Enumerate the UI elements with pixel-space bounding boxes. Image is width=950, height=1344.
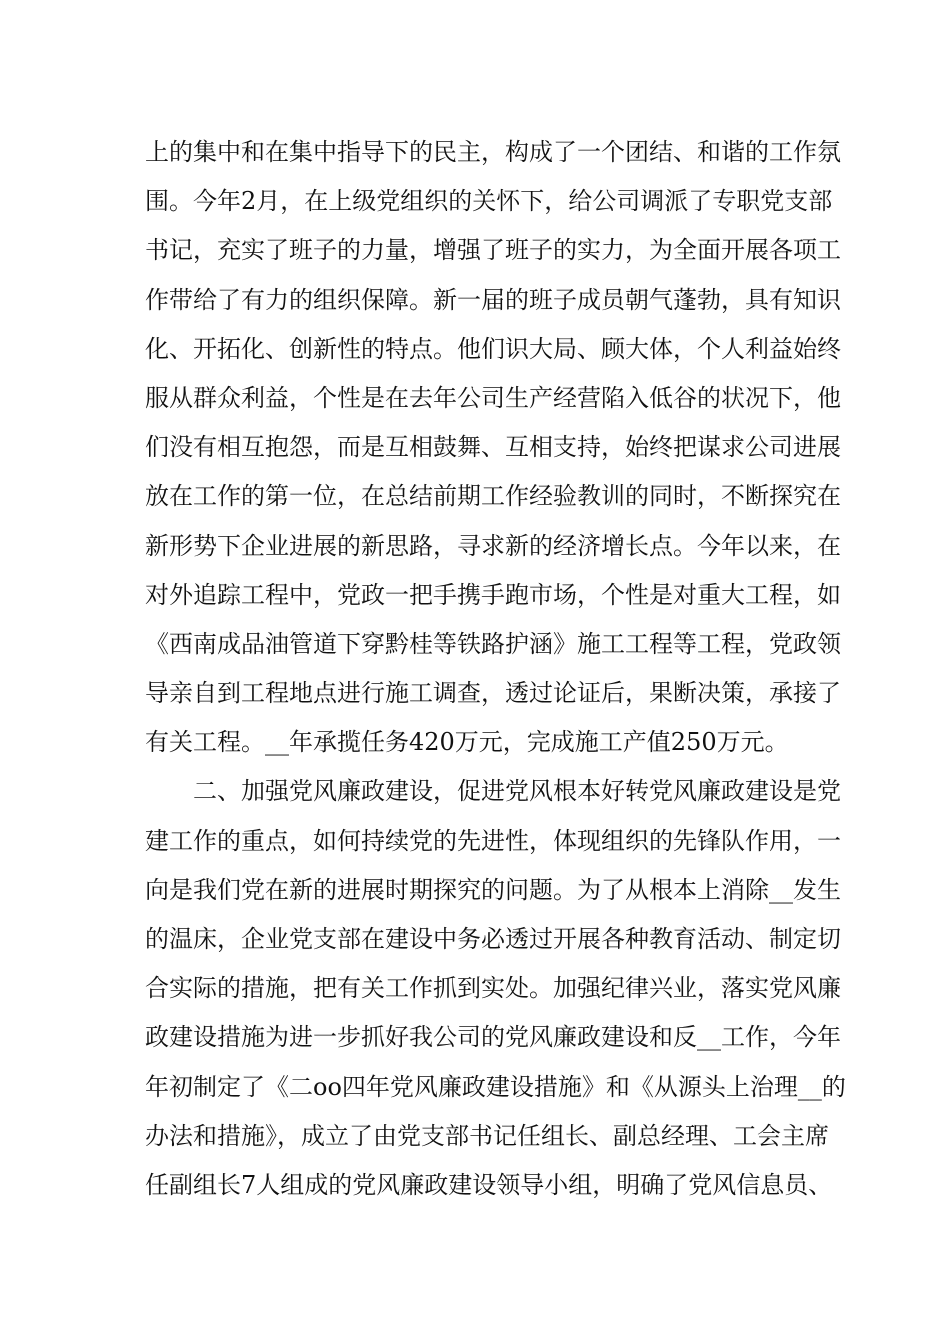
paragraph-1-line: 新形势下企业进展的新思路，寻求新的经济增长点。今年以来，在 xyxy=(145,531,841,560)
paragraph-1-line: 书记，充实了班子的力量，增强了班子的实力，为全面开展各项工 xyxy=(145,236,841,265)
paragraph-2-line: 年初制定了《二oo四年党风廉政建设措施》和《从源头上治理__的 xyxy=(145,1072,846,1101)
paragraph-1-line: 上的集中和在集中指导下的民主，构成了一个团结、和谐的工作氛 xyxy=(145,138,841,166)
paragraph-1-line: 们没有相互抱怨，而是互相鼓舞、互相支持，始终把谋求公司进展 xyxy=(145,433,841,462)
paragraph-2-line: 的温床，企业党支部在建设中务必透过开展各种教育活动、制定切 xyxy=(145,925,841,953)
paragraph-2-line: 合实际的措施，把有关工作抓到实处。加强纪律兴业，落实党风廉 xyxy=(145,974,841,1003)
paragraph-2-first-line: 二、加强党风廉政建设，促进党风根本好转党风廉政建设是党 xyxy=(193,777,841,806)
paragraph-1-last-line: 有关工程。__年承揽任务420万元，完成施工产值250万元。 xyxy=(145,728,789,757)
paragraph-1-line: 对外追踪工程中，党政一把手携手跑市场，个性是对重大工程，如 xyxy=(145,580,841,609)
paragraph-2-line: 建工作的重点，如何持续党的先进性，体现组织的先锋队作用，一 xyxy=(145,826,841,855)
paragraph-1-line: 《西南成品油管道下穿黔桂等铁路护涵》施工工程等工程，党政领 xyxy=(145,629,841,658)
paragraph-2-line: 向是我们党在新的进展时期探究的问题。为了从根本上消除__发生 xyxy=(145,875,841,904)
paragraph-2-line: 办法和措施》，成立了由党支部书记任组长、副总经理、工会主席 xyxy=(145,1121,829,1150)
paragraph-1-line: 作带给了有力的组织保障。新一届的班子成员朝气蓬勃，具有知识 xyxy=(145,285,841,314)
paragraph-1-line: 围。今年2月，在上级党组织的关怀下，给公司调派了专职党支部 xyxy=(145,187,833,216)
body-text xyxy=(145,128,846,1210)
paragraph-1-line: 放在工作的第一位，在总结前期工作经验教训的同时，不断探究在 xyxy=(145,482,841,511)
paragraph-1-line: 服从群众利益，个性是在去年公司生产经营陷入低谷的状况下，他 xyxy=(145,383,841,412)
paragraph-1-line: 导亲自到工程地点进行施工调查，透过论证后，果断决策，承接了 xyxy=(145,679,841,708)
paragraph-2-line: 政建设措施为进一步抓好我公司的党风廉政建设和反__工作，今年 xyxy=(145,1023,841,1052)
paragraph-2-line: 任副组长7人组成的党风廉政建设领导小组，明确了党风信息员、 xyxy=(145,1170,833,1199)
paragraph-1-line: 化、开拓化、创新性的特点。他们识大局、顾大体，个人利益始终 xyxy=(145,334,841,363)
